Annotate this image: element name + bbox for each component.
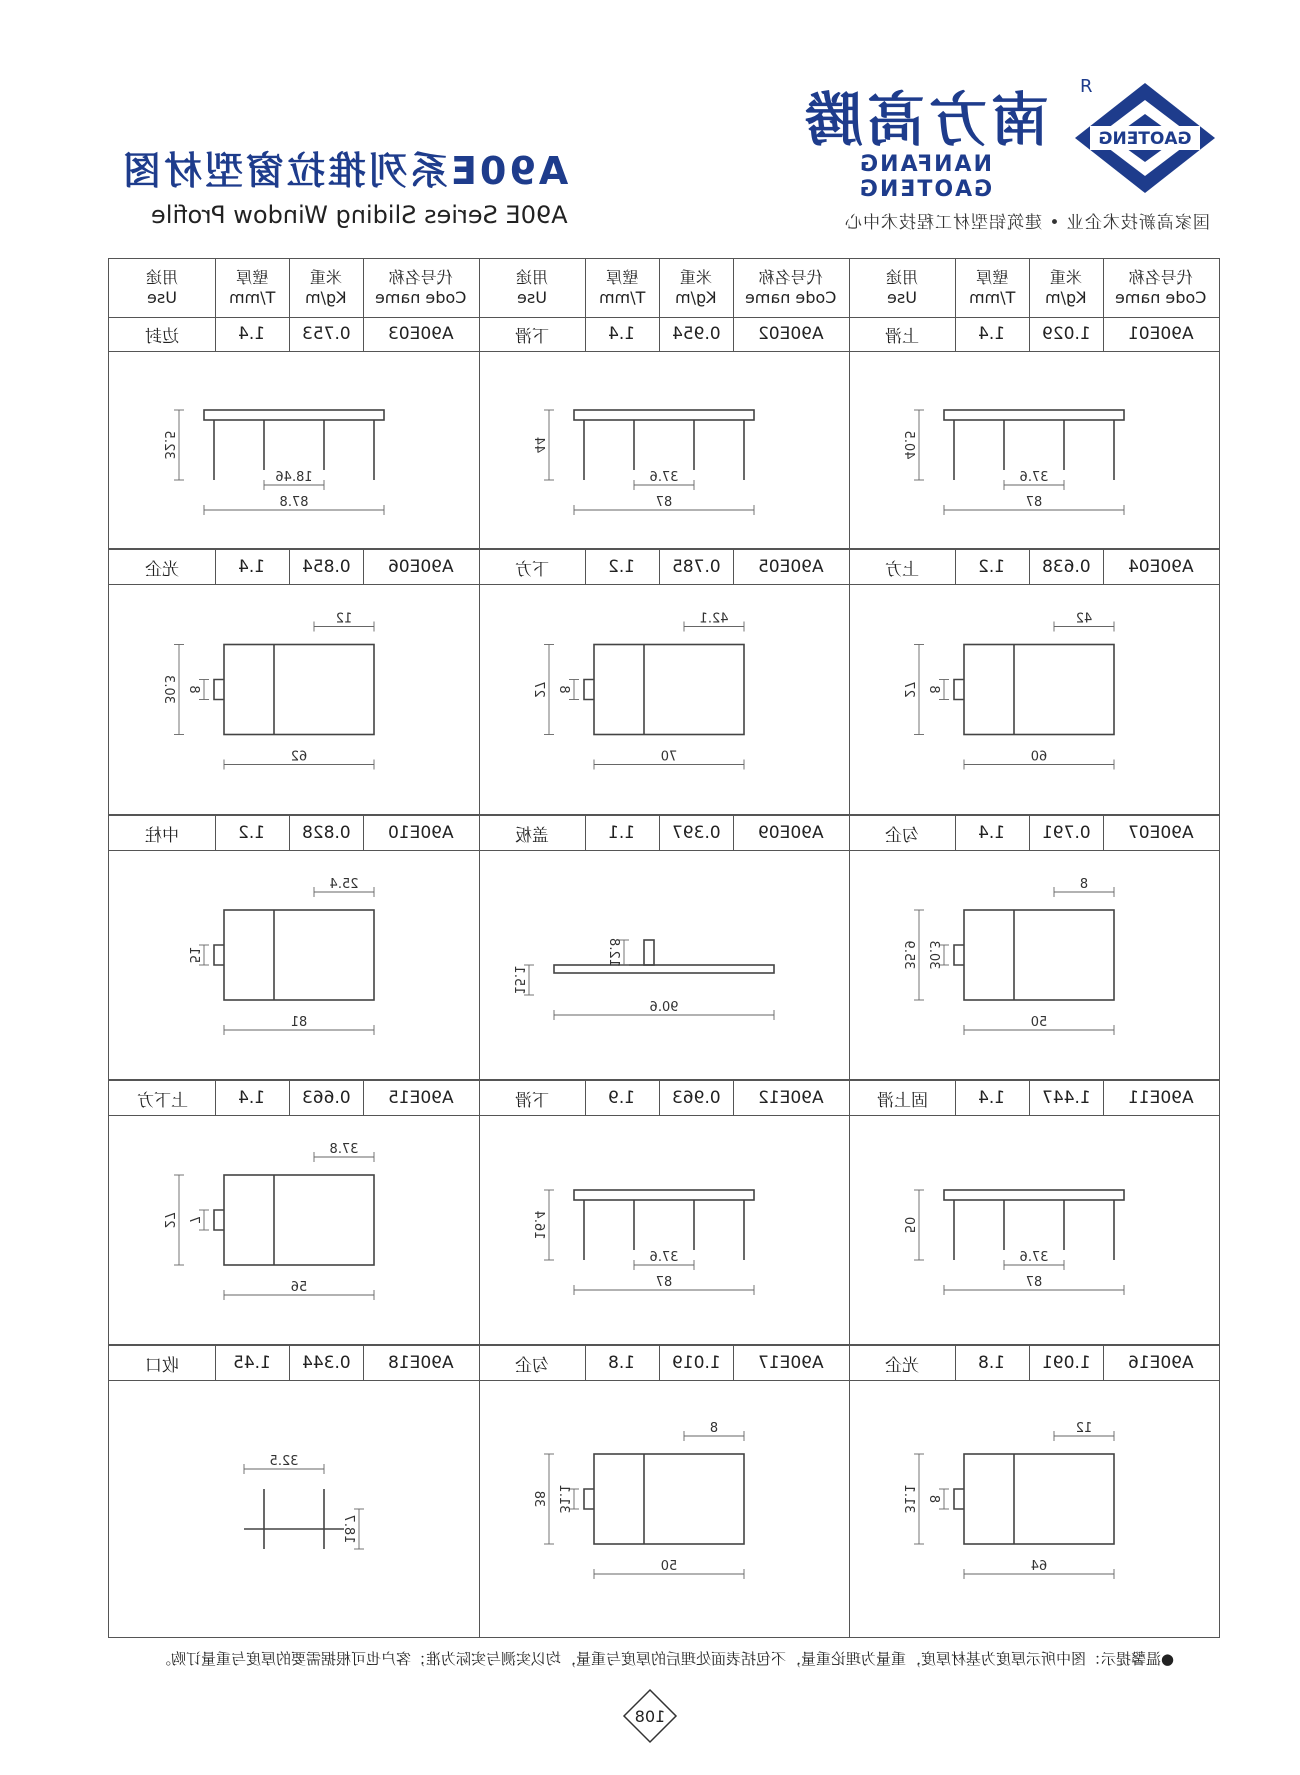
profile-drawing-a90e17 (479, 1381, 849, 1637)
grid-line (955, 1081, 956, 1115)
title-en: A90E Series Sliding Window Profile (151, 201, 568, 229)
dimension-label: 87 (1025, 495, 1043, 510)
grid-line (585, 317, 586, 351)
profile-drawing-a90e06 (109, 585, 479, 814)
dimension-label: 12.8 (606, 938, 621, 967)
grid-line (289, 1081, 290, 1115)
profile-code: A90E04 (1128, 557, 1194, 577)
profile-weight: 0.785 (671, 557, 721, 577)
grid-line (585, 816, 586, 850)
profile-use: 固上滑 (876, 1090, 928, 1111)
grid-line (363, 259, 364, 317)
profile-thickness: 1.2 (238, 823, 266, 843)
profile-drawing-a90e04 (849, 585, 1219, 814)
grid-line (363, 317, 364, 351)
profile-thickness: 1.9 (608, 1088, 636, 1108)
profile-weight: 1.091 (1041, 1353, 1091, 1373)
brand-en: NANFANG GAOTENG (857, 152, 993, 202)
profile-use: 上下方 (136, 1090, 188, 1111)
grid-line (215, 1346, 216, 1380)
header-cell: 代号名称 Code name (375, 268, 467, 307)
grid-line (109, 1380, 1219, 1381)
dimension-label: 8 (926, 685, 941, 694)
profile-use: 边封 (145, 326, 179, 347)
grid-line (215, 816, 216, 850)
dimension-label: 64 (1030, 1559, 1048, 1574)
dimension-label: 90.6 (649, 1000, 679, 1015)
brand-cn: 南方高腾 (800, 86, 1049, 154)
registered-mark: R (1080, 76, 1093, 97)
dimension-label: 37.6 (649, 470, 679, 485)
grid-line (479, 259, 480, 1637)
dimension-label: 81 (290, 1015, 308, 1030)
grid-line (109, 351, 1219, 352)
dimension-label: 40.5 (901, 430, 916, 460)
dimension-label: 25.4 (329, 877, 359, 892)
grid-line (289, 317, 290, 351)
profile-thickness: 1.4 (238, 1088, 266, 1108)
profile-weight: 0.397 (671, 823, 721, 843)
dimension-label: 27 (161, 1211, 176, 1229)
grid-line (733, 1346, 734, 1380)
dimension-label: 44 (531, 436, 546, 454)
grid-line (1029, 259, 1030, 317)
profile-weight: 0.854 (301, 557, 351, 577)
profile-code: A90E15 (388, 1088, 454, 1108)
profile-use: 光企 (145, 559, 179, 580)
profile-drawing-a90e09 (479, 851, 849, 1079)
grid-line (955, 550, 956, 584)
profile-weight: 1.019 (671, 1353, 721, 1373)
header-cell: 米重 Kg/m (305, 268, 347, 307)
profile-thickness: 1.45 (233, 1353, 271, 1373)
profile-thickness: 1.8 (608, 1353, 636, 1373)
profile-code: A90E17 (758, 1353, 824, 1373)
grid-line (1029, 1081, 1030, 1115)
grid-line (215, 550, 216, 584)
grid-line (1029, 317, 1030, 351)
dimension-label: 8 (186, 685, 201, 694)
dimension-label: 87 (655, 1275, 673, 1290)
profile-drawing-a90e16 (849, 1381, 1219, 1637)
dimension-label: 12 (1075, 1421, 1093, 1436)
profile-drawing-a90e03 (109, 352, 479, 548)
grid-line (585, 259, 586, 317)
dimension-label: 42 (1075, 611, 1093, 627)
grid-line (659, 1346, 660, 1380)
grid-line (363, 1346, 364, 1380)
title-cn: A90E系列推拉窗型材图 (119, 149, 568, 193)
grid-line (733, 816, 734, 850)
profile-code: A90E03 (388, 324, 454, 344)
dimension-label: 7 (186, 1215, 201, 1225)
grid-line (955, 1346, 956, 1380)
profile-code: A90E07 (1128, 823, 1194, 843)
dimension-label: 56 (290, 1280, 308, 1295)
grid-line (215, 317, 216, 351)
profile-weight: 0.663 (301, 1088, 351, 1108)
dimension-label: 62 (290, 749, 308, 765)
header-cell: 米重 Kg/m (1045, 268, 1087, 307)
grid-line (109, 850, 1219, 851)
profile-code: A90E02 (758, 324, 824, 344)
page-number: 108 (634, 1707, 666, 1726)
profile-weight: 0.753 (301, 324, 351, 344)
profile-drawing-a90e01 (849, 352, 1219, 548)
profile-thickness: 1.2 (978, 557, 1006, 577)
grid-line (363, 550, 364, 584)
grid-line (659, 259, 660, 317)
grid-line (1103, 1081, 1104, 1115)
header-cell: 用途 Use (515, 268, 548, 307)
grid-line (733, 550, 734, 584)
dimension-label: 35.9 (901, 940, 916, 970)
dimension-label: 27 (901, 681, 916, 698)
dimension-label: 30.3 (161, 675, 176, 704)
profile-use: 勾企 (885, 825, 919, 846)
profile-use: 收口 (145, 1355, 179, 1376)
profile-code: A90E12 (758, 1088, 824, 1108)
page-number-badge (622, 1688, 678, 1744)
profile-code: A90E10 (388, 823, 454, 843)
dimension-label: 12 (335, 611, 353, 627)
profile-thickness: 1.1 (608, 823, 636, 843)
grid-line (109, 1115, 1219, 1116)
profile-code: A90E11 (1128, 1088, 1194, 1108)
grid-line (1029, 550, 1030, 584)
profile-drawing-a90e18 (109, 1381, 479, 1637)
dimension-label: 50 (901, 1216, 916, 1234)
profile-drawing-a90e07 (849, 851, 1219, 1079)
dimension-label: 32.5 (161, 430, 176, 460)
dimension-label: 70 (660, 749, 678, 765)
grid-line (289, 816, 290, 850)
profile-weight: 0.638 (1041, 557, 1091, 577)
profile-thickness: 1.4 (238, 557, 266, 577)
dimension-label: 8 (926, 1494, 941, 1504)
profile-use: 下方 (515, 559, 549, 580)
grid-line (733, 1081, 734, 1115)
profile-use: 下滑 (515, 1090, 549, 1111)
header-cell: 用途 Use (145, 268, 178, 307)
header-cell: 壁厚 T/mm (598, 268, 646, 307)
dimension-label: 27 (531, 681, 546, 698)
dimension-label: 87.8 (279, 495, 309, 510)
grid-line (1103, 816, 1104, 850)
grid-line (585, 1346, 586, 1380)
profile-use: 勾企 (515, 1355, 549, 1376)
profile-thickness: 1.4 (608, 324, 636, 344)
profile-code: A90E05 (758, 557, 824, 577)
dimension-label: 50 (660, 1559, 678, 1574)
dimension-label: 38 (531, 1490, 546, 1508)
dimension-label: 37.6 (1019, 470, 1049, 485)
grid-line (289, 550, 290, 584)
profile-use: 上方 (885, 559, 919, 580)
profile-table (108, 258, 1220, 1638)
grid-line (585, 1081, 586, 1115)
profile-weight: 0.344 (301, 1353, 351, 1373)
grid-line (109, 584, 1219, 585)
profile-use: 上滑 (885, 326, 919, 347)
profile-thickness: 1.4 (978, 324, 1006, 344)
profile-weight: 1.447 (1041, 1088, 1091, 1108)
dimension-label: 32.5 (269, 1454, 299, 1469)
profile-thickness: 1.4 (978, 823, 1006, 843)
dimension-label: 37.6 (649, 1250, 679, 1265)
profile-weight: 0.828 (301, 823, 351, 843)
dimension-label: 30.3 (926, 940, 941, 970)
profile-thickness: 1.4 (238, 324, 266, 344)
svg-text:GAOTENG: GAOTENG (1098, 129, 1192, 149)
profile-thickness: 1.4 (978, 1088, 1006, 1108)
notice-text: ●温馨提示：图中所示厚度为基材厚度，重量为理论重量，不包括表面处理后的厚度与重量，均以实测与实际为准；客户也可根据需要的厚度与重量订购。 (155, 1650, 1175, 1668)
dimension-label: 18.46 (275, 470, 313, 485)
grid-line (955, 816, 956, 850)
grid-line (1103, 259, 1104, 317)
header-cell: 用途 Use (885, 268, 918, 307)
header-cell: 壁厚 T/mm (228, 268, 276, 307)
grid-line (289, 259, 290, 317)
profile-drawing-a90e02 (479, 352, 849, 548)
dimension-label: 31.1 (556, 1484, 571, 1514)
dimension-label: 8 (1079, 877, 1089, 892)
grid-line (215, 1081, 216, 1115)
dimension-label: 50 (1030, 1015, 1048, 1030)
profile-drawing-a90e05 (479, 585, 849, 814)
grid-line (363, 816, 364, 850)
grid-line (1103, 317, 1104, 351)
brand-name (790, 88, 1060, 202)
header-cell: 代号名称 Code name (745, 268, 837, 307)
profile-code: A90E06 (388, 557, 454, 577)
grid-line (1103, 550, 1104, 584)
grid-line (1029, 816, 1030, 850)
dimension-label: 87 (655, 495, 673, 510)
grid-line (289, 1346, 290, 1380)
grid-line (659, 1081, 660, 1115)
dimension-label: 51 (186, 946, 201, 964)
grid-line (733, 259, 734, 317)
dimension-label: 16.4 (531, 1210, 546, 1240)
dimension-label: 37.6 (1019, 1250, 1049, 1265)
grid-line (1103, 1346, 1104, 1380)
grid-line (215, 259, 216, 317)
grid-line (659, 550, 660, 584)
dimension-label: 8 (556, 685, 571, 694)
dimension-label: 31.1 (901, 1484, 916, 1514)
dimension-label: 60 (1030, 749, 1048, 765)
dimension-label: 8 (709, 1421, 719, 1436)
header-cell: 米重 Kg/m (675, 268, 717, 307)
profile-use: 光企 (885, 1355, 919, 1376)
dimension-label: 15.1 (511, 965, 526, 995)
profile-thickness: 1.2 (608, 557, 636, 577)
profile-code: A90E01 (1128, 324, 1194, 344)
profile-use: 下滑 (515, 326, 549, 347)
header-cell: 代号名称 Code name (1115, 268, 1207, 307)
profile-code: A90E18 (388, 1353, 454, 1373)
grid-line (659, 317, 660, 351)
profile-code: A90E16 (1128, 1353, 1194, 1373)
profile-thickness: 1.8 (978, 1353, 1006, 1373)
grid-line (955, 259, 956, 317)
dimension-label: 87 (1025, 1275, 1043, 1290)
profile-code: A90E09 (758, 823, 824, 843)
profile-weight: 1.029 (1041, 324, 1091, 344)
header-cell: 壁厚 T/mm (968, 268, 1016, 307)
grid-line (733, 317, 734, 351)
grid-line (1029, 1346, 1030, 1380)
profile-use: 中柱 (145, 825, 179, 846)
profile-weight: 0.963 (671, 1088, 721, 1108)
profile-drawing-a90e15 (109, 1116, 479, 1344)
profile-weight: 0.954 (671, 324, 721, 344)
slogan: 国家高新技术企业 • 建筑铝型材工程技术中心 (844, 213, 1210, 233)
profile-drawing-a90e10 (109, 851, 479, 1079)
profile-use: 盖板 (515, 825, 549, 846)
profile-weight: 0.791 (1041, 823, 1091, 843)
grid-line (849, 259, 850, 1637)
dimension-label: 18.7 (341, 1514, 356, 1544)
grid-line (363, 1081, 364, 1115)
grid-line (659, 816, 660, 850)
profile-drawing-a90e11 (849, 1116, 1219, 1344)
grid-line (955, 317, 956, 351)
page-title (108, 140, 568, 229)
profile-drawing-a90e12 (479, 1116, 849, 1344)
dimension-label: 42.1 (699, 611, 729, 627)
dimension-label: 37.8 (329, 1142, 359, 1157)
grid-line (585, 550, 586, 584)
